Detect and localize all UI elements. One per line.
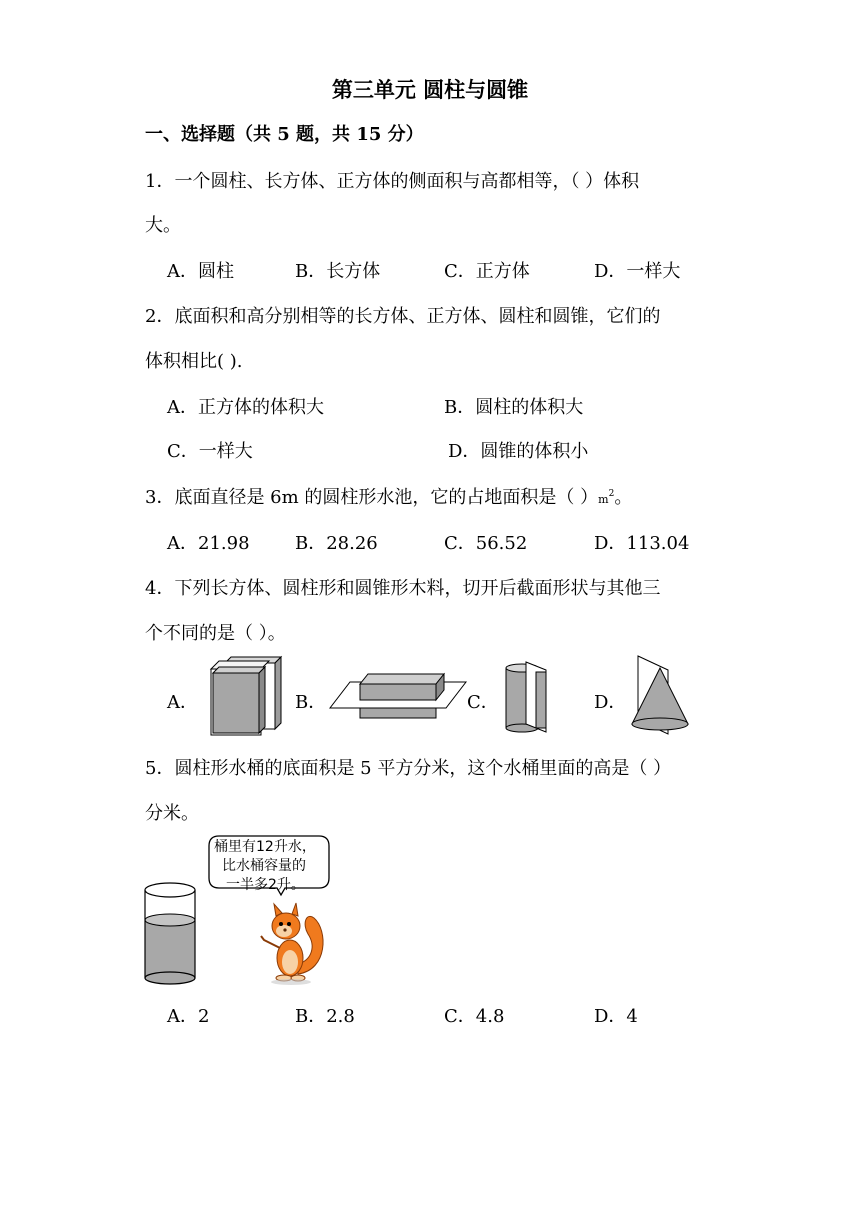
question-5-option-d[interactable]: D．4 [594,1006,638,1027]
question-5-line-2: 分米。 [145,803,199,824]
question-1-option-d[interactable]: D．一样大 [594,261,681,282]
question-4-option-d[interactable]: D． [594,692,627,713]
question-5-option-b[interactable]: B．2.8 [295,1006,355,1027]
question-1-option-c[interactable]: C．正方体 [444,261,530,282]
speech-bubble-line-1: 桶里有12升水， [214,839,316,855]
speech-bubble-line-3: 一半多2升。 [226,877,305,893]
question-1-option-b[interactable]: B．长方体 [295,261,381,282]
question-3-option-b[interactable]: B．28.26 [295,533,378,554]
bucket-icon [143,878,197,986]
question-4-option-c[interactable]: C． [467,692,499,713]
cone-cut-icon [628,654,694,736]
section-heading: 一、选择题（共 5 题，共 15 分） [145,124,424,145]
question-3-option-c[interactable]: C．56.52 [444,533,528,554]
question-3-line [145,483,632,509]
question-3-end: 。 [614,487,633,508]
squirrel-icon [258,900,328,986]
question-4-option-a[interactable]: A． [167,692,198,713]
question-2-option-c[interactable]: C．一样大 [167,441,253,462]
question-2-option-a[interactable]: A．正方体的体积大 [167,397,324,418]
question-3-option-a[interactable]: A．21.98 [167,533,250,554]
question-4-line-1: 4．下列长方体、圆柱形和圆锥形木料，切开后截面形状与其他三 [145,578,661,599]
question-1-line-2: 大。 [145,215,181,236]
question-2-option-d[interactable]: D．圆锥的体积小 [448,441,589,462]
unit-exponent: 2 [608,489,615,499]
question-5-option-c[interactable]: C．4.8 [444,1006,505,1027]
question-1-line-1: 1．一个圆柱、长方体、正方体的侧面积与高都相等，（ ）体积 [145,171,640,192]
question-4-option-b[interactable]: B． [295,692,327,713]
question-4-line-2: 个不同的是（ ）。 [145,623,286,644]
flat-cuboid-plane-icon [330,670,470,722]
question-3-option-d[interactable]: D．113.04 [594,533,690,554]
question-3-text: 3．底面直径是 6m 的圆柱形水池，它的占地面积是（ ） [145,487,599,508]
question-2-option-b[interactable]: B．圆柱的体积大 [444,397,584,418]
cylinder-cut-icon [500,658,552,734]
question-5-line-1: 5．圆柱形水桶的底面积是 5 平方分米，这个水桶里面的高是（ ） [145,758,672,779]
question-1-option-a[interactable]: A．圆柱 [167,261,234,282]
speech-bubble-line-2: 比水桶容量的 [222,858,306,874]
question-2-line-2: 体积相比( ). [145,351,243,372]
page-title: 第三单元 圆柱与圆锥 [331,77,529,102]
unit-symbol: m [598,493,609,506]
question-5-option-a[interactable]: A．2 [167,1006,210,1027]
cuboid-cut-icon [205,655,285,735]
question-2-line-1: 2．底面积和高分别相等的长方体、正方体、圆柱和圆锥，它们的 [145,306,661,327]
